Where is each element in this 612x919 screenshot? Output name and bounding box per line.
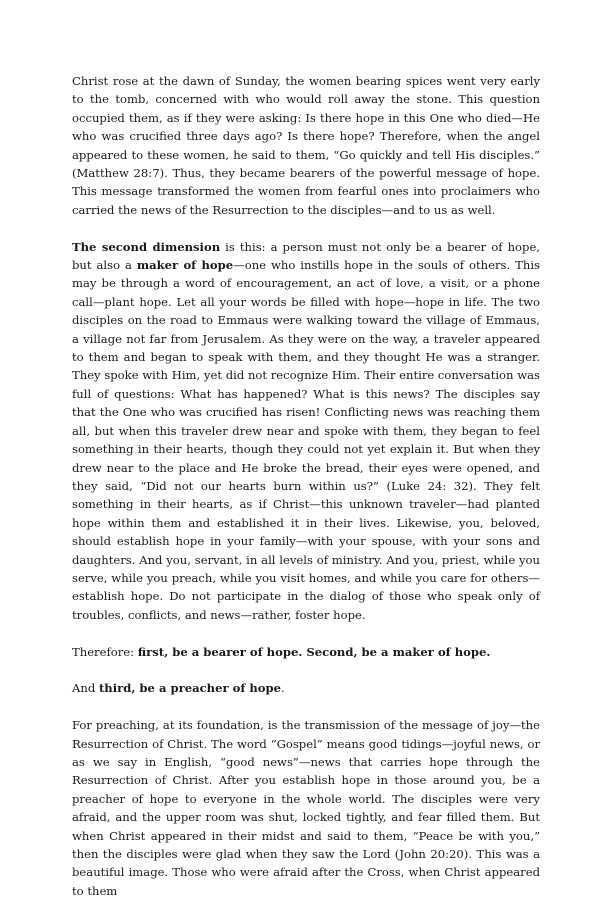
text-run: Therefore: [72,644,138,659]
paragraph-summary [72,643,540,661]
paragraph-resurrection-dawn: Christ rose at the dawn of Sunday, the women bearing spices went very early to the tomb, concerned with who would roll away the stone. This question occupied them, as if they were asking: Is there hope in this One who died—He who was crucified three days ago? Is there hope? Therefore, when the angel appeared to these women, he said to them, “Go quickly and tell His disciples.” (Matthew 28:7). Thus, they became bearers of the powerful message of hope. This message transformed the women from fearful ones into proclaimers who carried the news of the Resurrection to the disciples—and to us as well. [72,74,540,217]
paragraph-third [72,679,540,697]
term-maker-of-hope: maker of hope [136,258,234,273]
text-run: is this: a person must not only be a bearer of hope, but also a [72,239,540,273]
paragraph-second-dimension [72,238,540,625]
text-run: And [72,681,99,696]
summary-bold: first, be a bearer of hope. Second, be a maker of hope. [137,644,491,659]
text-run: . [281,681,285,696]
text-run: —one who instills hope in the souls of others. This may be through a word of encouragement, an act of love, a visit, or a phone call—plant hope. Let all your words be filled with hope—hope in life. The two disciples on the road to Emmaus were walking toward the village of Emmaus, a village not far from Jerusalem. As they were on the way, a traveler appeared to them and began to speak with them, and they thought He was a stranger. They spoke with Him, yet did not recognize Him. Their entire conversation was full of questions: What has happened? What is this news? The disciples say that the One who was crucified has risen! Conflicting news was reaching them all, but when this traveler drew near and spoke with them, they began to feel something in their hearts, though they could not yet explain it. But when they drew near to the place and He broke the bread, their eyes were opened, and they said, “Did not our hearts burn within us?” (Luke 24: 32). They felt something in their hearts, as if Christ—this unknown traveler—had planted hope within them and established it in their lives. Likewise, you, beloved, should establish hope in your family—with your spouse, with your sons and daughters. And you, servant, in all levels of ministry. And you, priest, while you serve, while you preach, while you visit homes, and while you care for others—establish hope. Do not participate in the dialog of those who speak only of troubles, conflicts, and news—rather, foster hope. [72,258,540,622]
heading-second-dimension: The second dimension [72,239,221,254]
paragraph-preaching: For preaching, at its foundation, is the transmission of the message of joy—the Resurrection of Christ. The word “Gospel” means good tidings—joyful news, or as we say in English, “good news”—news that carries hope through the Resurrection of Christ. After you establish hope in those around you, be a preacher of hope to everyone in the whole world. The disciples were very afraid, and the upper room was shut, locked tightly, and fear filled them. But when Christ appeared in their midst and said to them, “Peace be with you,” then the disciples were glad when they saw the Lord (John 20:20). This was a beautiful image. Those who were afraid after the Cross, when Christ appeared to them [72,718,540,898]
term-preacher-of-hope: third, be a preacher of hope [98,681,282,696]
